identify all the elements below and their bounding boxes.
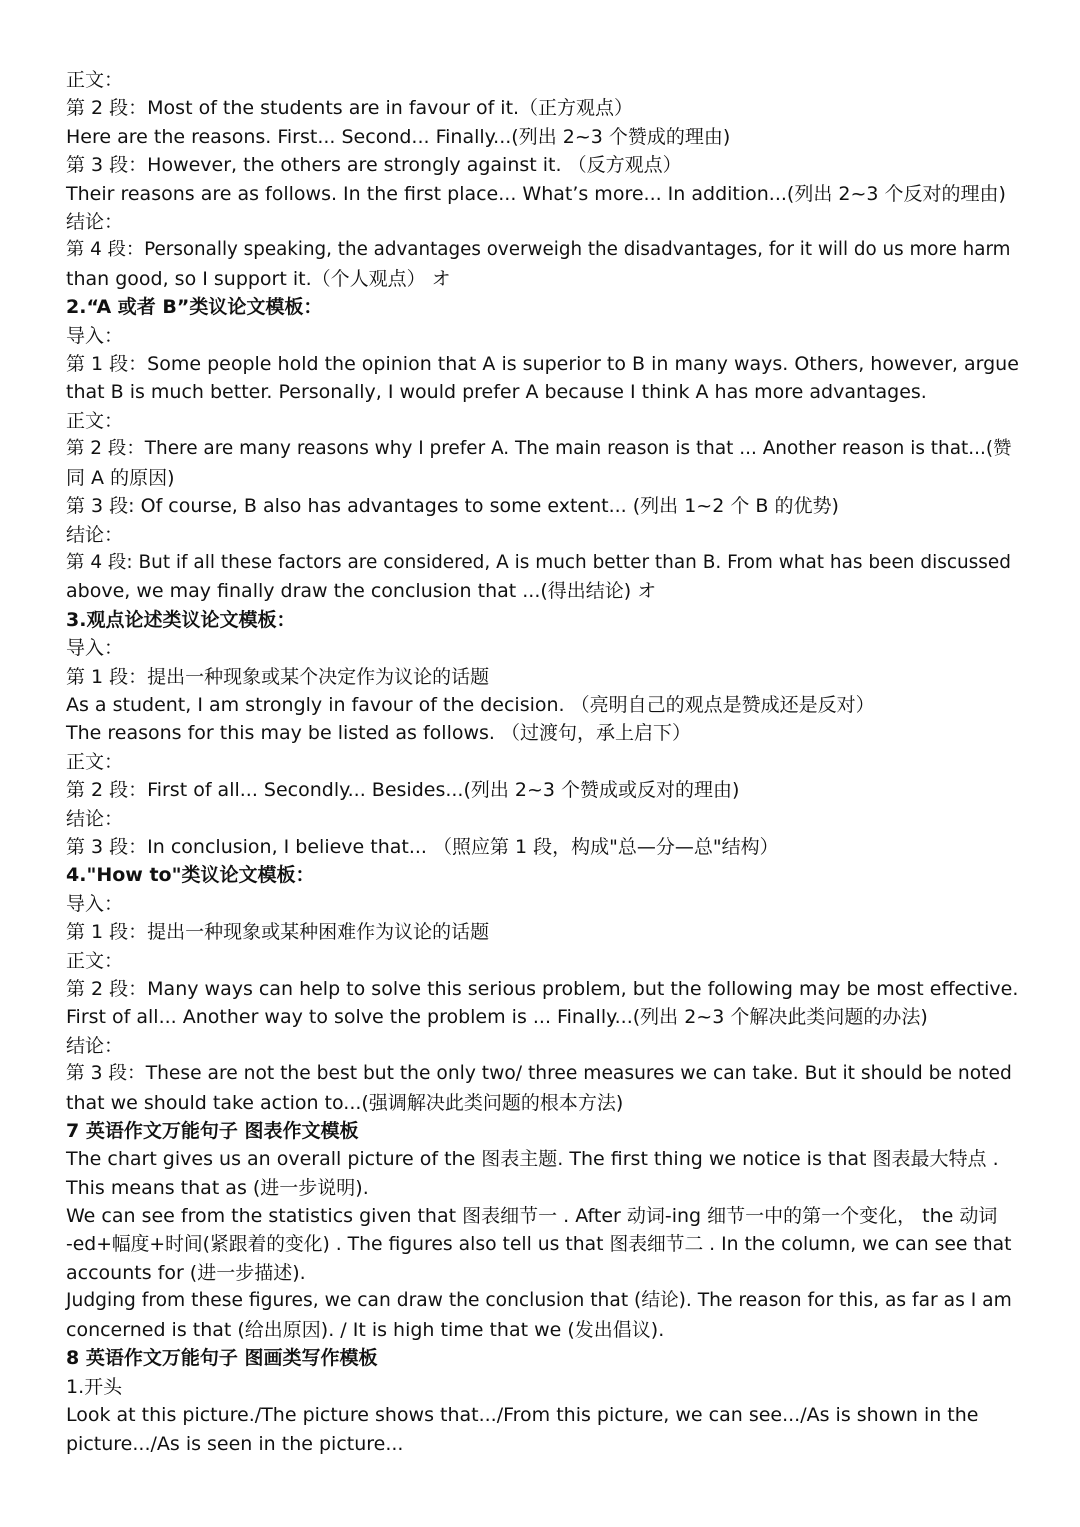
how-to-paragraph-1-line: 第 1 段：提出一种现象或某种困难作为议论的话题 bbox=[66, 921, 490, 944]
chart-template-line-1: The chart gives us an overall picture of the 图表主题. The first thing we notice is that 图表最大特点 . bbox=[66, 1148, 999, 1171]
opinion-paragraph-3-line: 第 3 段：In conclusion, I believe that... （照应第 1 段，构成"总—分—总"结构） bbox=[66, 835, 779, 858]
a-or-b-paragraph-4-line: 第 4 段: But if all these factors are considered, A is much better than B. From what has been discussed bbox=[66, 551, 1011, 573]
paragraph-4-line: 第 4 段：Personally speaking, the advantages overweigh the disadvantages, for it will do us more harm bbox=[66, 239, 1011, 261]
intro-label: 导入： bbox=[66, 324, 124, 347]
reasons-line: Here are the reasons. First... Second... Finally...(列出 2~3 个赞成的理由) bbox=[66, 125, 731, 148]
body-label: 正文： bbox=[66, 750, 124, 773]
paragraph-3-line: 第 3 段：However, the others are strongly against it. （反方观点） bbox=[66, 154, 682, 177]
opinion-paragraph-1-line: 第 1 段：提出一种现象或某个决定作为议论的话题 bbox=[66, 665, 490, 688]
a-or-b-paragraph-4-continuation: above, we may finally draw the conclusion that ...(得出结论) オ bbox=[66, 580, 657, 603]
against-reasons-line: Their reasons are as follows. In the first place... What’s more... In addition...(列出 2~3 个反对的理由) bbox=[66, 182, 1006, 205]
paragraph-2-line: 第 2 段：Most of the students are in favour of it.（正方观点） bbox=[66, 97, 634, 120]
section-4-heading: 4."How to"类议论文模板： bbox=[66, 864, 315, 887]
a-or-b-paragraph-1-line: 第 1 段：Some people hold the opinion that A is superior to B in many ways. Others, however, argue bbox=[66, 353, 1019, 376]
how-to-paragraph-3-continuation: that we should take action to...(强调解决此类问题的根本方法) bbox=[66, 1091, 624, 1114]
chart-template-heading: 7 英语作文万能句子 图表作文模板 bbox=[66, 1120, 359, 1143]
conclusion-label: 结论： bbox=[66, 1034, 124, 1057]
intro-label: 导入： bbox=[66, 637, 124, 660]
a-or-b-paragraph-3-line: 第 3 段: Of course, B also has advantages to some extent... (列出 1~2 个 B 的优势) bbox=[66, 495, 839, 518]
chart-template-line-5: accounts for (进一步描述). bbox=[66, 1262, 306, 1285]
picture-opening-line-2: picture.../As is seen in the picture... bbox=[66, 1432, 404, 1455]
chart-template-line-3: We can see from the statistics given that 图表细节一 . After 动词-ing 细节一中的第一个变化， the 动词 bbox=[66, 1205, 998, 1228]
paragraph-4-continuation: than good, so I support it.（个人观点） オ bbox=[66, 267, 451, 290]
body-label: 正文： bbox=[66, 949, 124, 972]
body-label: 正文： bbox=[66, 409, 124, 432]
opinion-paragraph-2-line: 第 2 段：First of all... Secondly... Besides...(列出 2~3 个赞成或反对的理由) bbox=[66, 779, 740, 802]
chart-template-line-7: concerned is that (给出原因). / It is high time that we (发出倡议). bbox=[66, 1318, 665, 1341]
conclusion-label: 结论： bbox=[66, 211, 124, 234]
opinion-statement-line: As a student, I am strongly in favour of the decision. （亮明自己的观点是赞成还是反对） bbox=[66, 693, 875, 716]
body-label: 正文： bbox=[66, 69, 124, 91]
transition-line: The reasons for this may be listed as follows. （过渡句，承上启下） bbox=[66, 722, 691, 745]
conclusion-label: 结论： bbox=[66, 807, 124, 830]
picture-opening-line-1: Look at this picture./The picture shows that.../From this picture, we can see.../As is shown in the bbox=[66, 1404, 979, 1427]
a-or-b-paragraph-2-continuation: 同 A 的原因) bbox=[66, 466, 175, 489]
chart-template-line-6: Judging from these figures, we can draw the conclusion that (结论). The reason for this, as far as I am bbox=[66, 1290, 1012, 1312]
opening-heading: 1.开头 bbox=[66, 1375, 123, 1398]
a-or-b-paragraph-1-continuation: that B is much better. Personally, I would prefer A because I think A has more advantages. bbox=[66, 381, 927, 404]
a-or-b-paragraph-2-line: 第 2 段：There are many reasons why I prefer A. The main reason is that ... Another reason is that...(赞 bbox=[66, 438, 1012, 460]
document-page bbox=[66, 66, 1022, 1458]
section-3-heading: 3.观点论述类议论文模板： bbox=[66, 608, 296, 631]
conclusion-label: 结论： bbox=[66, 523, 124, 546]
how-to-paragraph-2-continuation: First of all... Another way to solve the problem is ... Finally...(列出 2~3 个解决此类问题的办法) bbox=[66, 1006, 928, 1029]
chart-template-line-4: -ed+幅度+时间(紧跟着的变化) . The figures also tell us that 图表细节二 . In the column, we can see that bbox=[66, 1233, 1012, 1255]
how-to-paragraph-3-line: 第 3 段：These are not the best but the only two/ three measures we can take. But it should be noted bbox=[66, 1063, 1012, 1085]
chart-template-line-2: This means that as (进一步说明). bbox=[66, 1176, 369, 1199]
how-to-paragraph-2-line: 第 2 段：Many ways can help to solve this serious problem, but the following may be most effective. bbox=[66, 978, 1019, 1000]
picture-template-heading: 8 英语作文万能句子 图画类写作模板 bbox=[66, 1347, 378, 1370]
section-2-heading: 2.“A 或者 B”类议论文模板： bbox=[66, 296, 323, 319]
intro-label: 导入： bbox=[66, 892, 124, 915]
